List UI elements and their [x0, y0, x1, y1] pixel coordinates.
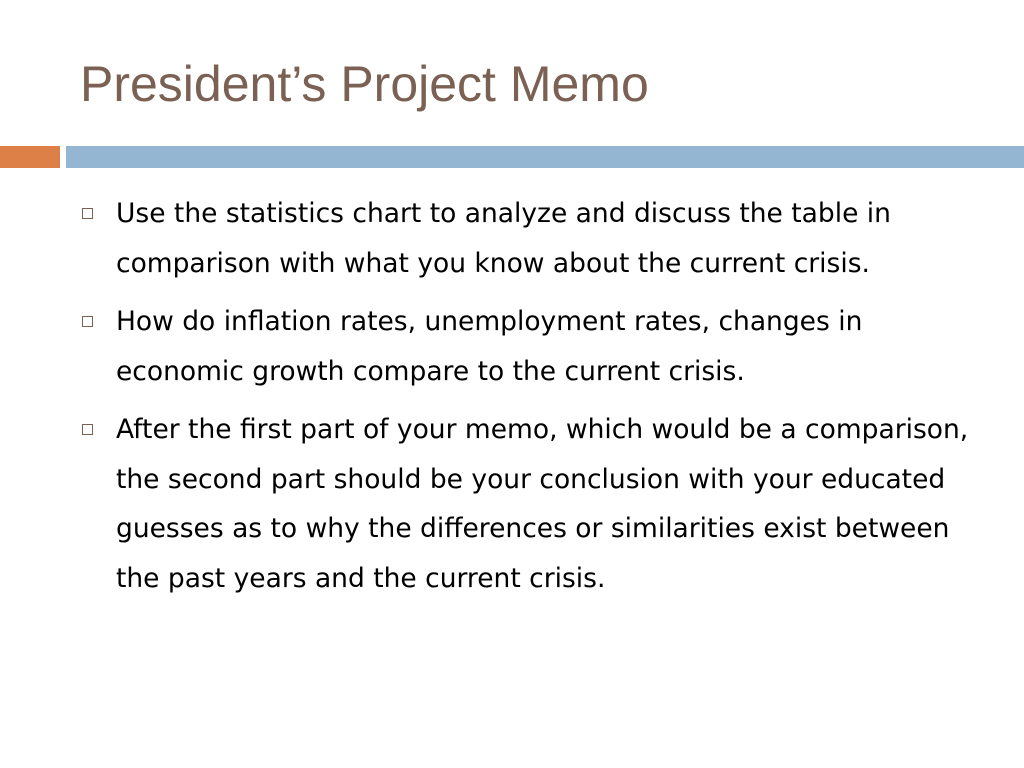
square-bullet-icon [82, 424, 93, 435]
square-bullet-icon [82, 208, 93, 219]
bullet-list [82, 189, 982, 612]
bullet-text: After the first part of your memo, which would be a comparison, the second part should be your conclusion with your educated guesses as to why the differences or similarities exist between the past years and the current crisis. [116, 414, 969, 594]
bullet-text: Use the statistics chart to analyze and discuss the table in comparison with what you know about the current crisis. [116, 198, 891, 279]
square-bullet-icon [82, 316, 93, 327]
title-divider-bar [66, 146, 1024, 168]
bullet-item [82, 189, 982, 288]
slide-title: President’s Project Memo [80, 56, 649, 112]
bullet-item [82, 297, 982, 396]
bullet-text: How do inflation rates, unemployment rates, changes in economic growth compare to the current crisis. [116, 306, 863, 387]
title-accent-bar [0, 146, 60, 168]
bullet-item [82, 405, 982, 603]
